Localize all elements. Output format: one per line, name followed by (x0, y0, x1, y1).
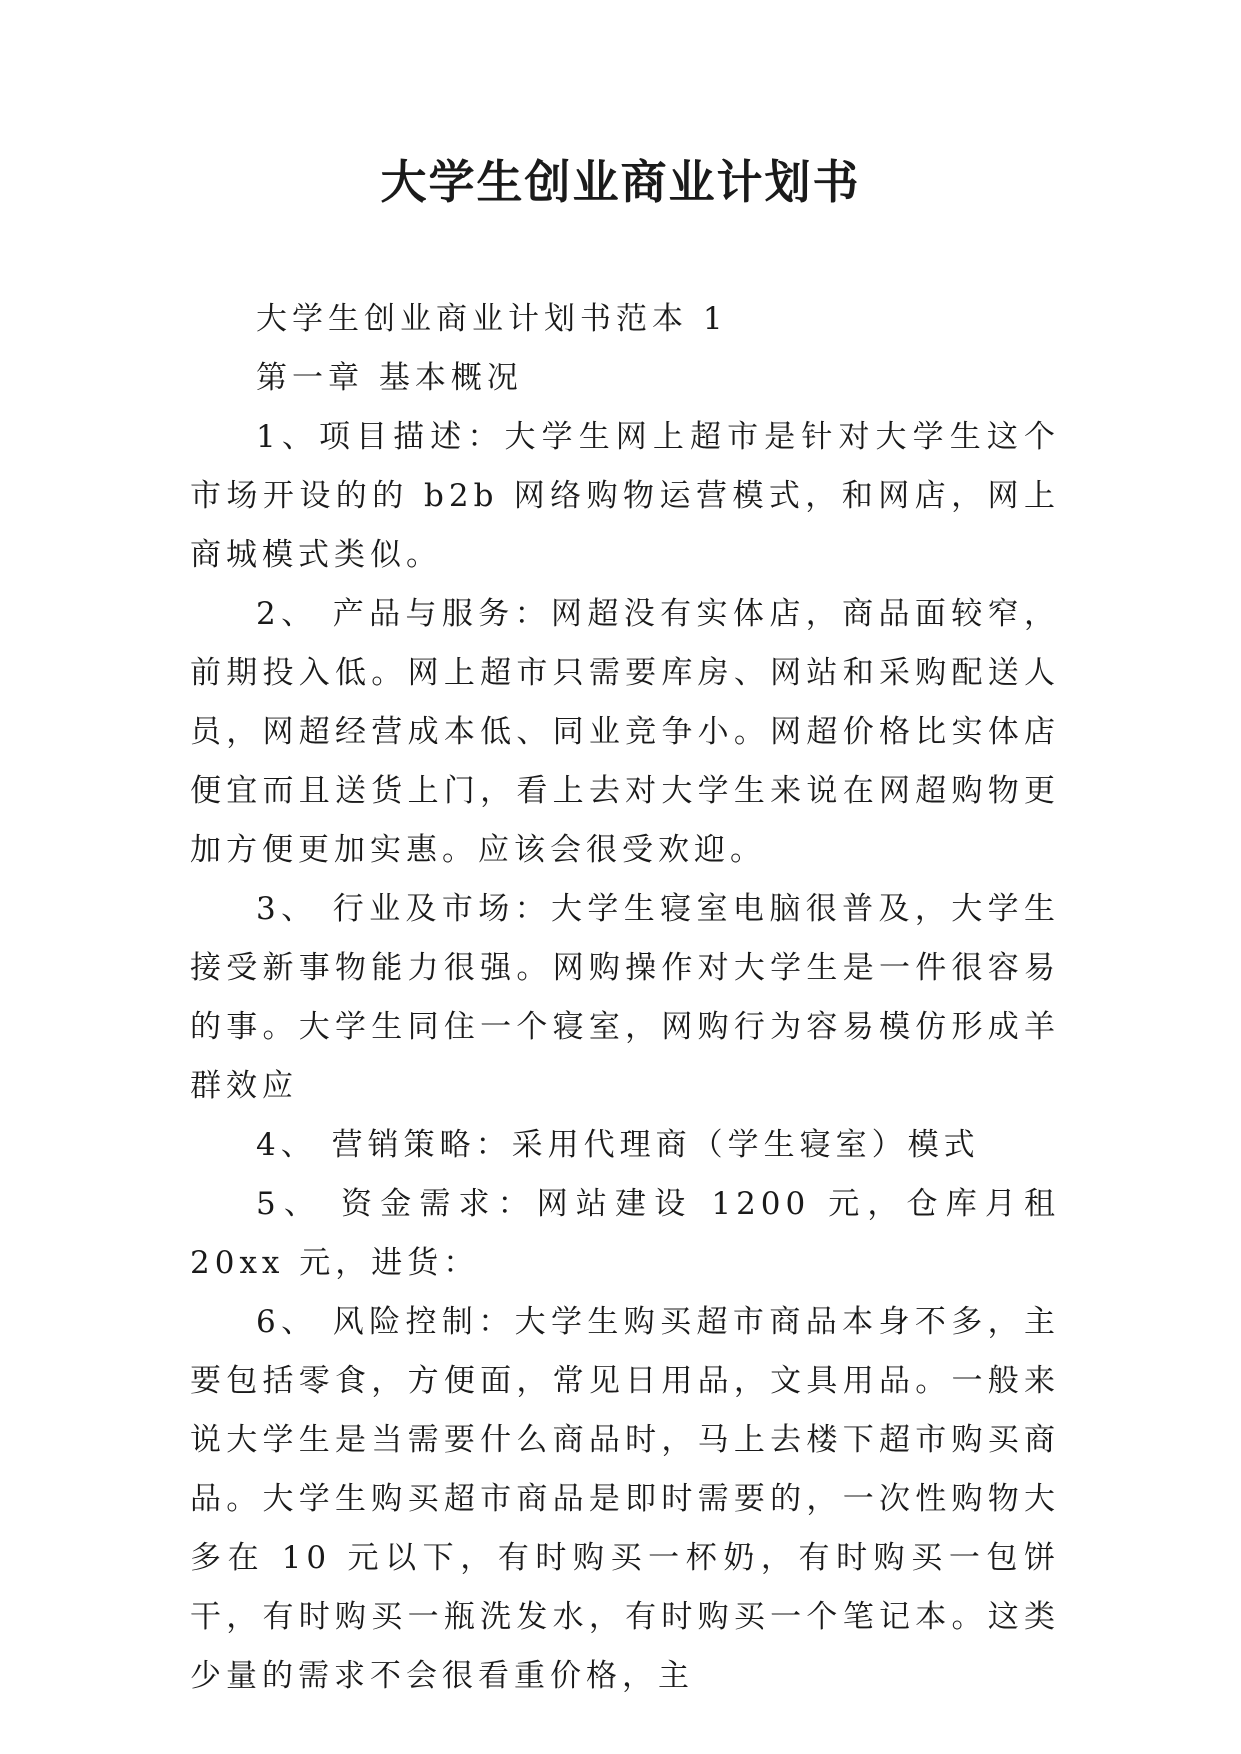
paragraph-products-services: 2、 产品与服务：网超没有实体店，商品面较窄，前期投入低。网上超市只需要库房、网站和采购配送人员，网超经营成本低、同业竞争小。网超价格比实体店便宜而且送货上门，看上去对大学生来说在网超购物更加方便更加实惠。应该会很受欢迎。 (190, 596, 1060, 868)
paragraph-chapter-heading: 第一章 基本概况 (256, 360, 523, 396)
paragraph-project-description: 1、项目描述：大学生网上超市是针对大学生这个市场开设的的 b2b 网络购物运营模式，和网店，网上商城模式类似。 (190, 419, 1060, 573)
document-title: 大学生创业商业计划书 (380, 155, 861, 209)
paragraph-industry-market: 3、 行业及市场：大学生寝室电脑很普及，大学生接受新事物能力很强。网购操作对大学生是一件很容易的事。大学生同住一个寝室，网购行为容易模仿形成羊群效应 (190, 891, 1060, 1104)
paragraph-risk-control: 6、 风险控制：大学生购买超市商品本身不多，主要包括零食，方便面，常见日用品，文具用品。一般来说大学生是当需要什么商品时，马上去楼下超市购买商品。大学生购买超市商品是即时需要的，一次性购物大多在 10 元以下，有时购买一杯奶，有时购买一包饼干，有时购买一瓶洗发水，有时购买一个笔记本。这类少量的需求不会很看重价格，主 (190, 1304, 1060, 1694)
document-body (190, 290, 1060, 1706)
paragraph-marketing-strategy: 4、 营销策略：采用代理商（学生寝室）模式 (256, 1127, 980, 1163)
paragraph-sample-heading: 大学生创业商业计划书范本 1 (256, 301, 728, 337)
paragraph-funding-needs: 5、 资金需求：网站建设 1200 元，仓库月租 20xx 元，进货： (190, 1186, 1060, 1281)
